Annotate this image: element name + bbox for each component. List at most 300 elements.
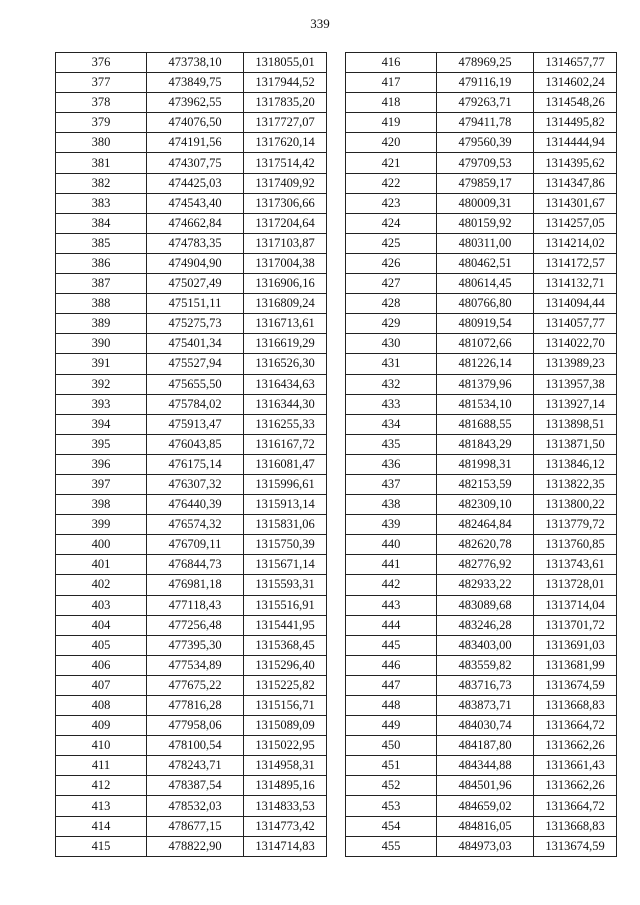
x-coordinate-cell: 479560,39 [437,133,534,153]
x-coordinate-cell: 478100,54 [147,736,244,756]
point-number-cell: 388 [56,294,147,314]
y-coordinate-cell: 1315368,45 [244,635,327,655]
point-number-cell: 378 [56,93,147,113]
x-coordinate-cell: 480311,00 [437,233,534,253]
table-row [346,635,617,655]
x-coordinate-cell: 483716,73 [437,675,534,695]
y-coordinate-cell: 1314958,31 [244,756,327,776]
x-coordinate-cell: 480766,80 [437,294,534,314]
table-row [56,334,327,354]
y-coordinate-cell: 1313760,85 [534,535,617,555]
x-coordinate-cell: 475913,47 [147,414,244,434]
y-coordinate-cell: 1313957,38 [534,374,617,394]
y-coordinate-cell: 1317204,64 [244,213,327,233]
y-coordinate-cell: 1313701,72 [534,615,617,635]
y-coordinate-cell: 1315156,71 [244,696,327,716]
y-coordinate-cell: 1317306,66 [244,193,327,213]
table-row [56,53,327,73]
x-coordinate-cell: 480614,45 [437,274,534,294]
x-coordinate-cell: 481998,31 [437,454,534,474]
x-coordinate-cell: 475784,02 [147,394,244,414]
point-number-cell: 432 [346,374,437,394]
point-number-cell: 442 [346,575,437,595]
x-coordinate-cell: 483246,28 [437,615,534,635]
x-coordinate-cell: 474307,75 [147,153,244,173]
y-coordinate-cell: 1313691,03 [534,635,617,655]
table-row [56,133,327,153]
y-coordinate-cell: 1316344,30 [244,394,327,414]
table-row [346,716,617,736]
x-coordinate-cell: 475655,50 [147,374,244,394]
point-number-cell: 449 [346,716,437,736]
point-number-cell: 410 [56,736,147,756]
table-row [346,515,617,535]
y-coordinate-cell: 1317620,14 [244,133,327,153]
point-number-cell: 430 [346,334,437,354]
point-number-cell: 435 [346,434,437,454]
y-coordinate-cell: 1313661,43 [534,756,617,776]
y-coordinate-cell: 1314094,44 [534,294,617,314]
point-number-cell: 393 [56,394,147,414]
point-number-cell: 443 [346,595,437,615]
point-number-cell: 436 [346,454,437,474]
table-row [56,796,327,816]
table-row [56,736,327,756]
x-coordinate-cell: 474425,03 [147,173,244,193]
point-number-cell: 376 [56,53,147,73]
table-row [346,253,617,273]
point-number-cell: 428 [346,294,437,314]
y-coordinate-cell: 1315225,82 [244,675,327,695]
table-row [56,193,327,213]
table-row [346,233,617,253]
y-coordinate-cell: 1313662,26 [534,736,617,756]
point-number-cell: 392 [56,374,147,394]
x-coordinate-cell: 477675,22 [147,675,244,695]
y-coordinate-cell: 1315996,61 [244,474,327,494]
x-coordinate-cell: 476440,39 [147,495,244,515]
table-row [56,354,327,374]
table-row [56,253,327,273]
point-number-cell: 387 [56,274,147,294]
x-coordinate-cell: 474662,84 [147,213,244,233]
point-number-cell: 444 [346,615,437,635]
table-row [56,836,327,856]
x-coordinate-cell: 484187,80 [437,736,534,756]
x-coordinate-cell: 478243,71 [147,756,244,776]
y-coordinate-cell: 1315022,95 [244,736,327,756]
y-coordinate-cell: 1313927,14 [534,394,617,414]
x-coordinate-cell: 484344,88 [437,756,534,776]
point-number-cell: 425 [346,233,437,253]
table-row [56,213,327,233]
table-row [56,816,327,836]
table-row [346,474,617,494]
table-row [346,193,617,213]
y-coordinate-cell: 1317004,38 [244,253,327,273]
page-number: 339 [310,16,330,31]
x-coordinate-cell: 473962,55 [147,93,244,113]
y-coordinate-cell: 1314833,53 [244,796,327,816]
y-coordinate-cell: 1317727,07 [244,113,327,133]
x-coordinate-cell: 482153,59 [437,474,534,494]
point-number-cell: 380 [56,133,147,153]
table-row [56,314,327,334]
y-coordinate-cell: 1316619,29 [244,334,327,354]
x-coordinate-cell: 480462,51 [437,253,534,273]
y-coordinate-cell: 1314444,94 [534,133,617,153]
point-number-cell: 391 [56,354,147,374]
y-coordinate-cell: 1317944,52 [244,73,327,93]
y-coordinate-cell: 1314773,42 [244,816,327,836]
table-row [56,374,327,394]
point-number-cell: 382 [56,173,147,193]
point-number-cell: 377 [56,73,147,93]
x-coordinate-cell: 475027,49 [147,274,244,294]
y-coordinate-cell: 1317103,87 [244,233,327,253]
x-coordinate-cell: 483403,00 [437,635,534,655]
x-coordinate-cell: 484030,74 [437,716,534,736]
point-number-cell: 415 [56,836,147,856]
point-number-cell: 446 [346,655,437,675]
table-row [56,434,327,454]
y-coordinate-cell: 1313898,51 [534,414,617,434]
x-coordinate-cell: 483873,71 [437,696,534,716]
point-number-cell: 401 [56,555,147,575]
x-coordinate-cell: 475151,11 [147,294,244,314]
point-number-cell: 419 [346,113,437,133]
table-row [56,756,327,776]
point-number-cell: 412 [56,776,147,796]
y-coordinate-cell: 1316713,61 [244,314,327,334]
y-coordinate-cell: 1313674,59 [534,675,617,695]
x-coordinate-cell: 477534,89 [147,655,244,675]
point-number-cell: 427 [346,274,437,294]
point-number-cell: 423 [346,193,437,213]
point-number-cell: 389 [56,314,147,334]
table-row [56,113,327,133]
y-coordinate-cell: 1313728,01 [534,575,617,595]
y-coordinate-cell: 1313779,72 [534,515,617,535]
y-coordinate-cell: 1313846,12 [534,454,617,474]
table-row [346,696,617,716]
y-coordinate-cell: 1313822,35 [534,474,617,494]
y-coordinate-cell: 1317514,42 [244,153,327,173]
table-row [346,113,617,133]
point-number-cell: 448 [346,696,437,716]
x-coordinate-cell: 476981,18 [147,575,244,595]
point-number-cell: 450 [346,736,437,756]
y-coordinate-cell: 1315089,09 [244,716,327,736]
y-coordinate-cell: 1315441,95 [244,615,327,635]
x-coordinate-cell: 477256,48 [147,615,244,635]
y-coordinate-cell: 1313664,72 [534,716,617,736]
y-coordinate-cell: 1314257,05 [534,213,617,233]
x-coordinate-cell: 473849,75 [147,73,244,93]
table-row [346,153,617,173]
x-coordinate-cell: 476175,14 [147,454,244,474]
y-coordinate-cell: 1314347,86 [534,173,617,193]
y-coordinate-cell: 1316526,30 [244,354,327,374]
table-row [346,53,617,73]
table-row [346,675,617,695]
point-number-cell: 397 [56,474,147,494]
point-number-cell: 421 [346,153,437,173]
x-coordinate-cell: 476844,73 [147,555,244,575]
x-coordinate-cell: 481379,96 [437,374,534,394]
x-coordinate-cell: 475275,73 [147,314,244,334]
y-coordinate-cell: 1315671,14 [244,555,327,575]
point-number-cell: 437 [346,474,437,494]
x-coordinate-cell: 482620,78 [437,535,534,555]
y-coordinate-cell: 1315593,31 [244,575,327,595]
y-coordinate-cell: 1314714,83 [244,836,327,856]
point-number-cell: 426 [346,253,437,273]
y-coordinate-cell: 1314022,70 [534,334,617,354]
y-coordinate-cell: 1313668,83 [534,816,617,836]
table-row [346,274,617,294]
point-number-cell: 418 [346,93,437,113]
y-coordinate-cell: 1313800,22 [534,495,617,515]
y-coordinate-cell: 1314132,71 [534,274,617,294]
point-number-cell: 420 [346,133,437,153]
x-coordinate-cell: 482933,22 [437,575,534,595]
x-coordinate-cell: 483559,82 [437,655,534,675]
y-coordinate-cell: 1314602,24 [534,73,617,93]
x-coordinate-cell: 481226,14 [437,354,534,374]
point-number-cell: 452 [346,776,437,796]
table-row [56,73,327,93]
table-row [56,394,327,414]
y-coordinate-cell: 1313871,50 [534,434,617,454]
point-number-cell: 381 [56,153,147,173]
x-coordinate-cell: 479116,19 [437,73,534,93]
table-row [346,555,617,575]
point-number-cell: 396 [56,454,147,474]
x-coordinate-cell: 481534,10 [437,394,534,414]
x-coordinate-cell: 475527,94 [147,354,244,374]
x-coordinate-cell: 479709,53 [437,153,534,173]
table-row [346,836,617,856]
y-coordinate-cell: 1315913,14 [244,495,327,515]
point-number-cell: 386 [56,253,147,273]
table-row [56,595,327,615]
point-number-cell: 402 [56,575,147,595]
point-number-cell: 384 [56,213,147,233]
x-coordinate-cell: 473738,10 [147,53,244,73]
point-number-cell: 424 [346,213,437,233]
table-row [346,73,617,93]
table-row [346,495,617,515]
point-number-cell: 403 [56,595,147,615]
y-coordinate-cell: 1313743,61 [534,555,617,575]
x-coordinate-cell: 480009,31 [437,193,534,213]
point-number-cell: 405 [56,635,147,655]
point-number-cell: 438 [346,495,437,515]
table-row [346,816,617,836]
table-row [346,414,617,434]
y-coordinate-cell: 1316167,72 [244,434,327,454]
table-row [56,655,327,675]
point-number-cell: 416 [346,53,437,73]
y-coordinate-cell: 1313674,59 [534,836,617,856]
point-number-cell: 404 [56,615,147,635]
point-number-cell: 445 [346,635,437,655]
table-row [346,736,617,756]
table-row [56,173,327,193]
x-coordinate-cell: 476043,85 [147,434,244,454]
point-number-cell: 385 [56,233,147,253]
table-row [346,756,617,776]
table-row [56,474,327,494]
table-row [56,555,327,575]
y-coordinate-cell: 1314895,16 [244,776,327,796]
x-coordinate-cell: 475401,34 [147,334,244,354]
x-coordinate-cell: 478969,25 [437,53,534,73]
y-coordinate-cell: 1315750,39 [244,535,327,555]
point-number-cell: 422 [346,173,437,193]
y-coordinate-cell: 1313668,83 [534,696,617,716]
point-number-cell: 411 [56,756,147,776]
y-coordinate-cell: 1316434,63 [244,374,327,394]
x-coordinate-cell: 482776,92 [437,555,534,575]
point-number-cell: 431 [346,354,437,374]
point-number-cell: 409 [56,716,147,736]
y-coordinate-cell: 1316809,24 [244,294,327,314]
x-coordinate-cell: 482309,10 [437,495,534,515]
y-coordinate-cell: 1317409,92 [244,173,327,193]
table-row [56,414,327,434]
table-row [346,655,617,675]
y-coordinate-cell: 1316081,47 [244,454,327,474]
y-coordinate-cell: 1314172,57 [534,253,617,273]
table-row [346,294,617,314]
y-coordinate-cell: 1314301,67 [534,193,617,213]
y-coordinate-cell: 1313681,99 [534,655,617,675]
y-coordinate-cell: 1315296,40 [244,655,327,675]
table-row [56,615,327,635]
table-row [346,575,617,595]
x-coordinate-cell: 484659,02 [437,796,534,816]
table-row [346,213,617,233]
table-row [346,454,617,474]
x-coordinate-cell: 474783,35 [147,233,244,253]
y-coordinate-cell: 1316255,33 [244,414,327,434]
point-number-cell: 439 [346,515,437,535]
x-coordinate-cell: 474076,50 [147,113,244,133]
table-row [56,696,327,716]
point-number-cell: 453 [346,796,437,816]
x-coordinate-cell: 480919,54 [437,314,534,334]
x-coordinate-cell: 481688,55 [437,414,534,434]
y-coordinate-cell: 1314657,77 [534,53,617,73]
y-coordinate-cell: 1316906,16 [244,274,327,294]
x-coordinate-cell: 478387,54 [147,776,244,796]
point-number-cell: 407 [56,675,147,695]
point-number-cell: 417 [346,73,437,93]
x-coordinate-cell: 476307,32 [147,474,244,494]
point-number-cell: 390 [56,334,147,354]
x-coordinate-cell: 474543,40 [147,193,244,213]
table-row [56,515,327,535]
coordinates-table-right-body [346,53,617,857]
table-row [56,153,327,173]
coordinates-table-right [345,52,617,857]
y-coordinate-cell: 1314057,77 [534,314,617,334]
y-coordinate-cell: 1313714,04 [534,595,617,615]
y-coordinate-cell: 1315831,06 [244,515,327,535]
x-coordinate-cell: 477118,43 [147,595,244,615]
table-row [56,716,327,736]
table-row [56,675,327,695]
x-coordinate-cell: 474191,56 [147,133,244,153]
y-coordinate-cell: 1313664,72 [534,796,617,816]
table-row [56,294,327,314]
x-coordinate-cell: 478677,15 [147,816,244,836]
coordinates-table-left-body [56,53,327,857]
coordinates-table-left [55,52,327,857]
y-coordinate-cell: 1315516,91 [244,595,327,615]
table-row [346,796,617,816]
table-row [56,776,327,796]
y-coordinate-cell: 1314214,02 [534,233,617,253]
point-number-cell: 408 [56,696,147,716]
point-number-cell: 406 [56,655,147,675]
table-row [346,354,617,374]
point-number-cell: 433 [346,394,437,414]
point-number-cell: 400 [56,535,147,555]
y-coordinate-cell: 1318055,01 [244,53,327,73]
table-row [56,495,327,515]
table-row [346,374,617,394]
point-number-cell: 429 [346,314,437,334]
point-number-cell: 441 [346,555,437,575]
point-number-cell: 451 [346,756,437,776]
table-row [346,615,617,635]
y-coordinate-cell: 1313989,23 [534,354,617,374]
y-coordinate-cell: 1314548,26 [534,93,617,113]
x-coordinate-cell: 480159,92 [437,213,534,233]
point-number-cell: 395 [56,434,147,454]
y-coordinate-cell: 1314495,82 [534,113,617,133]
table-row [56,575,327,595]
x-coordinate-cell: 478532,03 [147,796,244,816]
x-coordinate-cell: 483089,68 [437,595,534,615]
x-coordinate-cell: 484501,96 [437,776,534,796]
x-coordinate-cell: 484973,03 [437,836,534,856]
point-number-cell: 440 [346,535,437,555]
table-row [346,595,617,615]
table-row [56,535,327,555]
point-number-cell: 455 [346,836,437,856]
y-coordinate-cell: 1314395,62 [534,153,617,173]
point-number-cell: 398 [56,495,147,515]
point-number-cell: 379 [56,113,147,133]
x-coordinate-cell: 479859,17 [437,173,534,193]
table-row [56,274,327,294]
table-row [346,535,617,555]
table-row [56,93,327,113]
x-coordinate-cell: 477395,30 [147,635,244,655]
point-number-cell: 434 [346,414,437,434]
point-number-cell: 413 [56,796,147,816]
x-coordinate-cell: 482464,84 [437,515,534,535]
x-coordinate-cell: 478822,90 [147,836,244,856]
y-coordinate-cell: 1317835,20 [244,93,327,113]
y-coordinate-cell: 1313662,26 [534,776,617,796]
point-number-cell: 414 [56,816,147,836]
point-number-cell: 447 [346,675,437,695]
